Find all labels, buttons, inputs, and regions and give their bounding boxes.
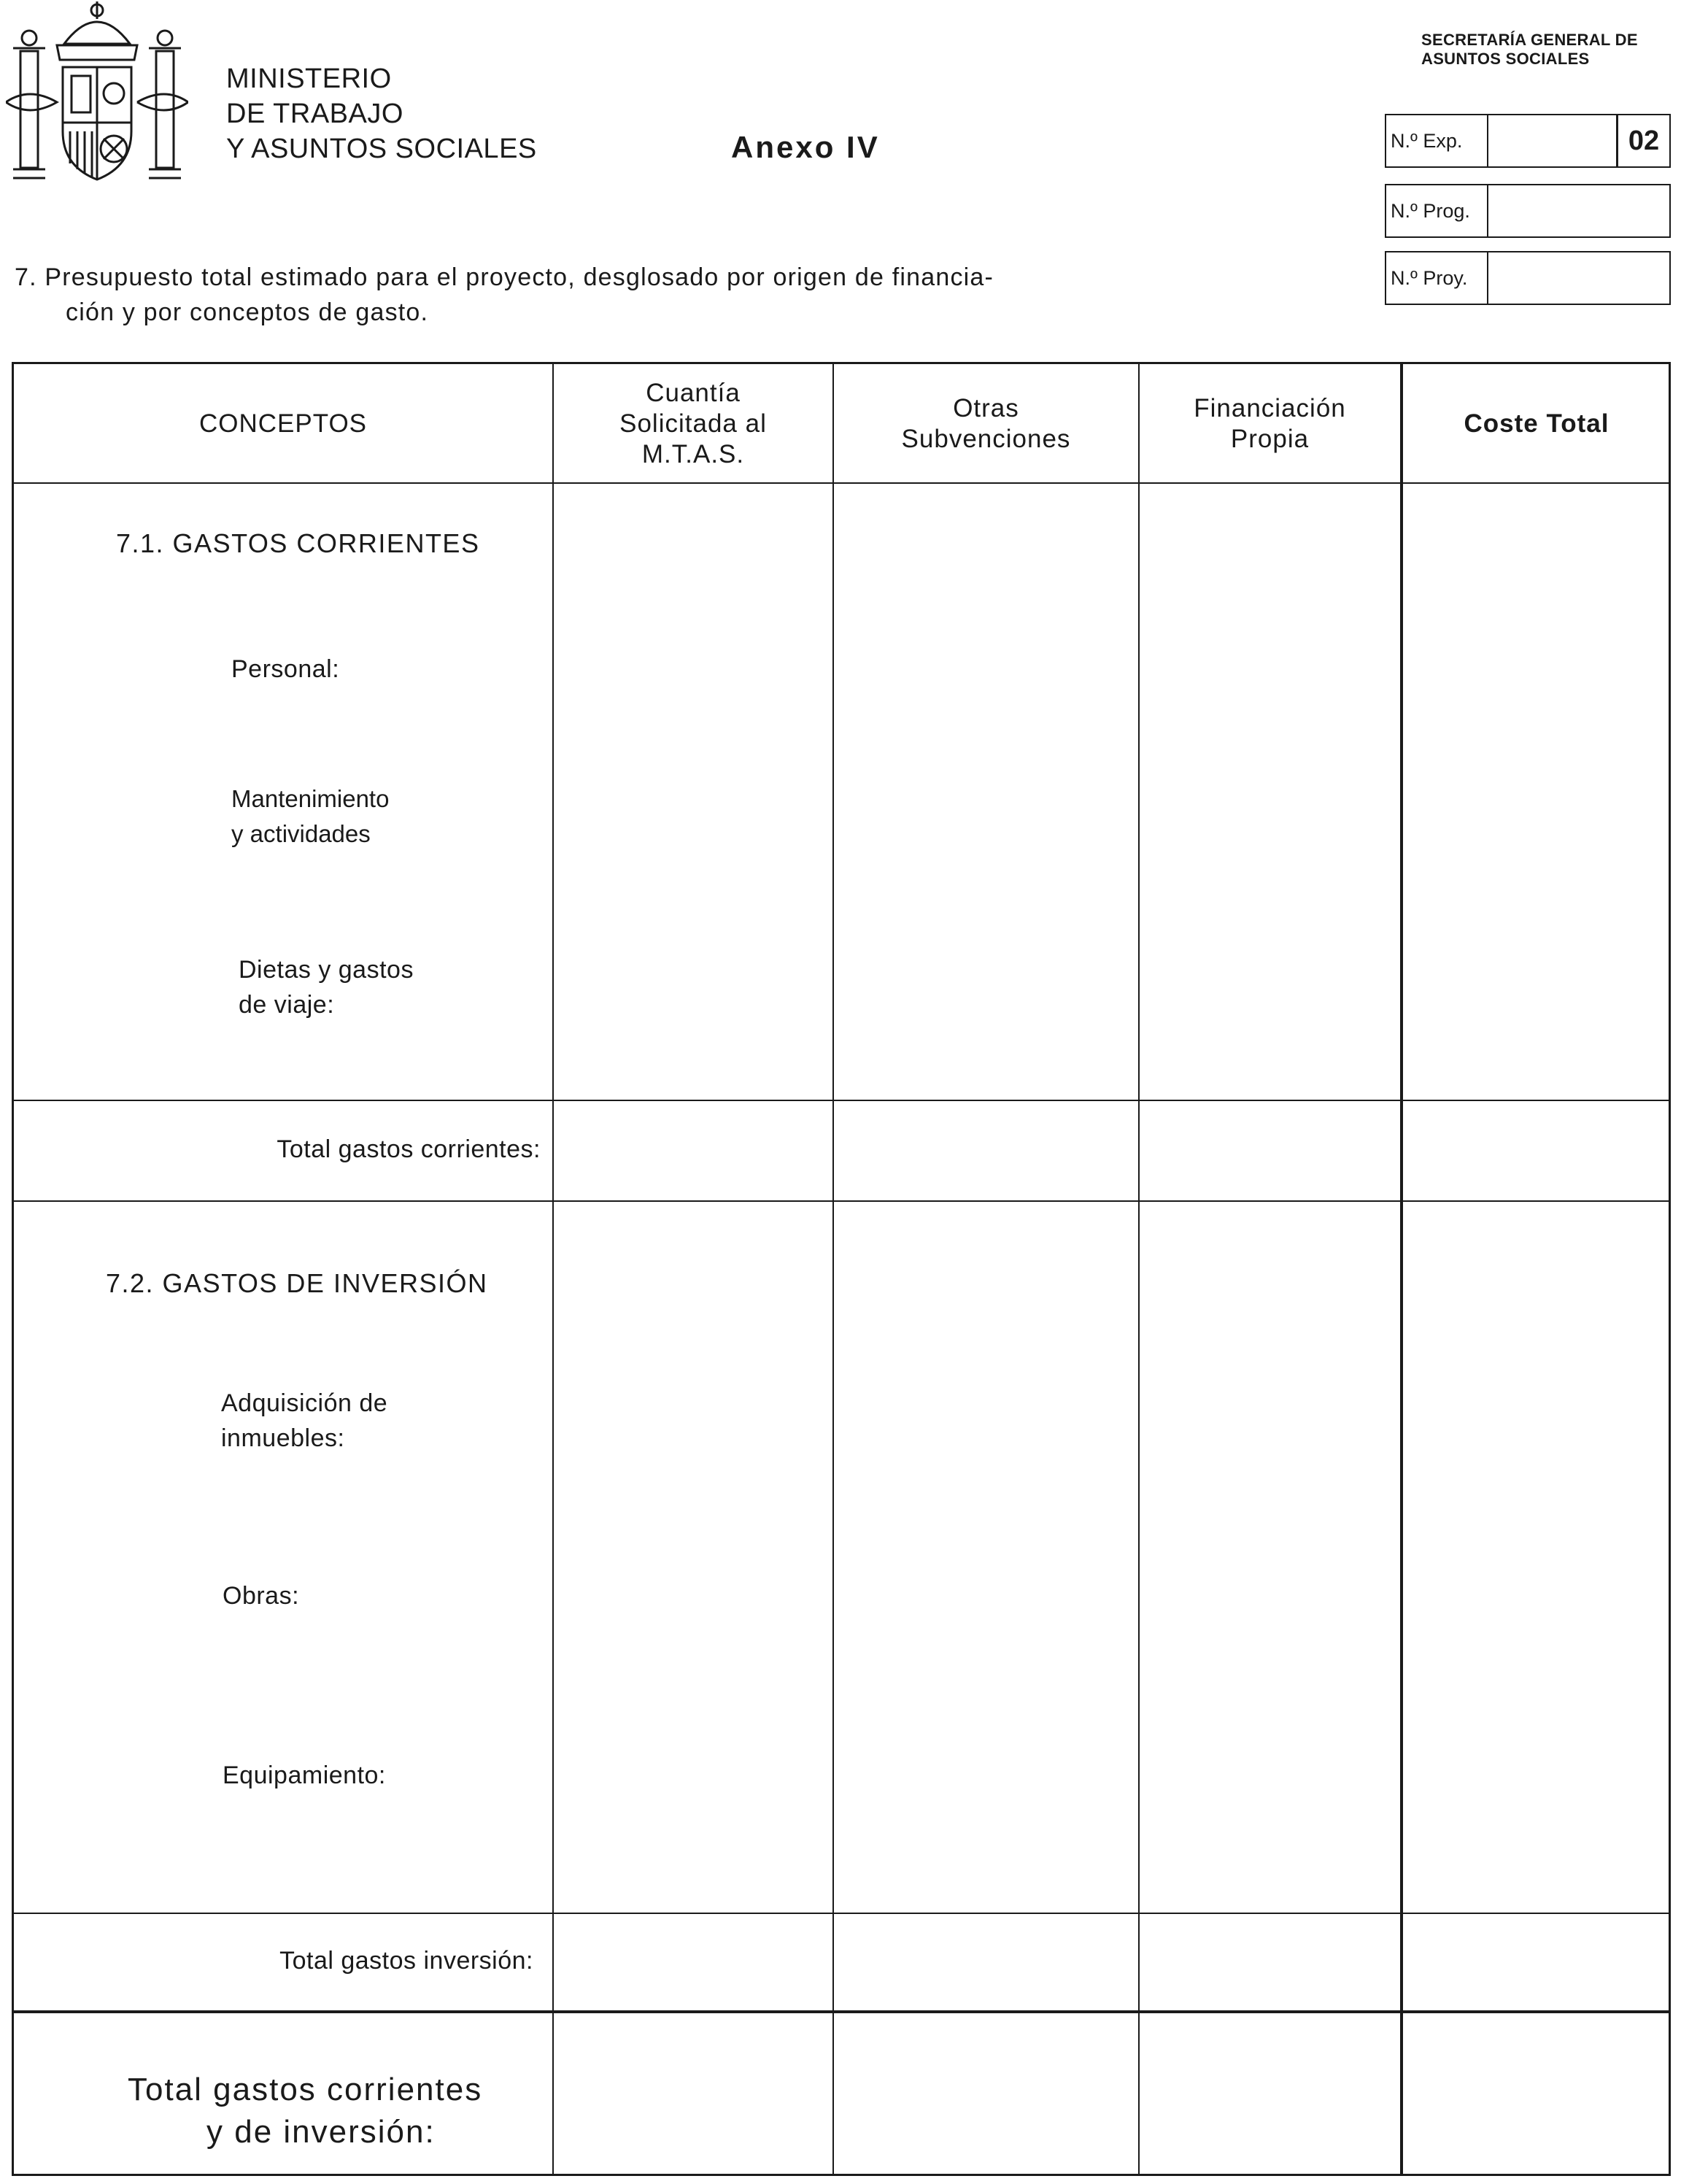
row-label-adquisicion-line-1: Adquisición de: [221, 1389, 388, 1417]
ministry-line-1: MINISTERIO: [226, 63, 392, 94]
column-divider: [552, 364, 554, 2174]
column-divider: [832, 364, 834, 2174]
ministry-name: [226, 61, 537, 166]
row-divider: [14, 1100, 1669, 1101]
secretaria-line-1: SECRETARÍA GENERAL DE: [1421, 31, 1638, 49]
exp-number-box: [1385, 114, 1671, 168]
question-line-2: ción y por conceptos de gasto.: [66, 298, 429, 326]
row-label-mantenimiento-line-1: Mantenimiento: [231, 785, 390, 812]
header-otras: [834, 364, 1138, 484]
proy-number-field[interactable]: [1488, 252, 1669, 304]
budget-table: [12, 362, 1671, 2176]
row-label-mantenimiento-line-2: y actividades: [231, 820, 371, 847]
row-label-obras: Obras:: [223, 1582, 300, 1610]
row-label-total-corrientes: Total gastos corrientes:: [277, 1135, 541, 1163]
row-label-grand-total-line-1: Total gastos corrientes: [128, 2072, 483, 2107]
row-label-total-inversion: Total gastos inversión:: [279, 1947, 533, 1975]
column-divider: [1138, 364, 1140, 2174]
header-financiacion: [1140, 364, 1400, 484]
header-financiacion-line-1: Financiación: [1194, 394, 1346, 422]
row-divider: [14, 1913, 1669, 1914]
header-otras-line-2: Subvenciones: [901, 425, 1071, 453]
annex-title: Anexo IV: [731, 130, 880, 164]
question-7: [15, 260, 994, 330]
ministry-line-3: Y ASUNTOS SOCIALES: [226, 134, 537, 164]
row-label-adquisicion-line-2: inmuebles:: [221, 1424, 345, 1452]
row-label-equipamiento: Equipamiento:: [223, 1762, 386, 1789]
section-heading-inversion: 7.2. GASTOS DE INVERSIÓN: [106, 1268, 488, 1298]
coat-of-arms-emblem: [6, 0, 188, 191]
row-label-adquisicion: [221, 1386, 387, 1456]
row-label-dietas-line-1: Dietas y gastos: [239, 956, 414, 984]
exp-number-code: 02: [1616, 115, 1669, 166]
header-otras-line-1: Otras: [953, 394, 1019, 422]
header-coste-total-label: Coste Total: [1464, 409, 1609, 438]
header-conceptos: [14, 364, 552, 484]
header-cuantia: [554, 364, 832, 484]
row-label-dietas-line-2: de viaje:: [239, 991, 335, 1019]
header-cuantia-line-2: Solicitada al: [619, 409, 767, 438]
header-cuantia-line-3: M.T.A.S.: [641, 440, 745, 468]
row-label-mantenimiento: [231, 782, 389, 852]
row-label-personal: Personal:: [231, 655, 340, 683]
section-heading-corrientes: 7.1. GASTOS CORRIENTES: [116, 528, 480, 558]
header-coste-total: [1403, 364, 1670, 484]
exp-number-label: N.º Exp.: [1386, 115, 1488, 166]
header-financiacion-line-2: Propia: [1230, 425, 1310, 453]
prog-number-label: N.º Prog.: [1386, 185, 1488, 236]
row-label-grand-total-line-2: y de inversión:: [206, 2114, 436, 2150]
exp-number-field[interactable]: [1488, 115, 1616, 166]
prog-number-field[interactable]: [1488, 185, 1669, 236]
row-label-dietas: [239, 952, 414, 1022]
column-divider: [1400, 364, 1403, 2174]
secretaria-line-2: ASUNTOS SOCIALES: [1421, 50, 1590, 68]
question-line-1: 7. Presupuesto total estimado para el proyecto, desglosado por origen de financia-: [15, 263, 994, 291]
secretaria-label: [1421, 31, 1638, 69]
header-conceptos-label: CONCEPTOS: [198, 409, 368, 438]
proy-number-box: [1385, 251, 1671, 305]
prog-number-box: [1385, 184, 1671, 238]
row-divider: [14, 2010, 1669, 2013]
proy-number-label: N.º Proy.: [1386, 252, 1488, 304]
header-cuantia-line-1: Cuantía: [646, 379, 741, 407]
row-divider: [14, 1200, 1669, 1202]
row-label-grand-total: [128, 2069, 482, 2153]
ministry-line-2: DE TRABAJO: [226, 99, 403, 129]
